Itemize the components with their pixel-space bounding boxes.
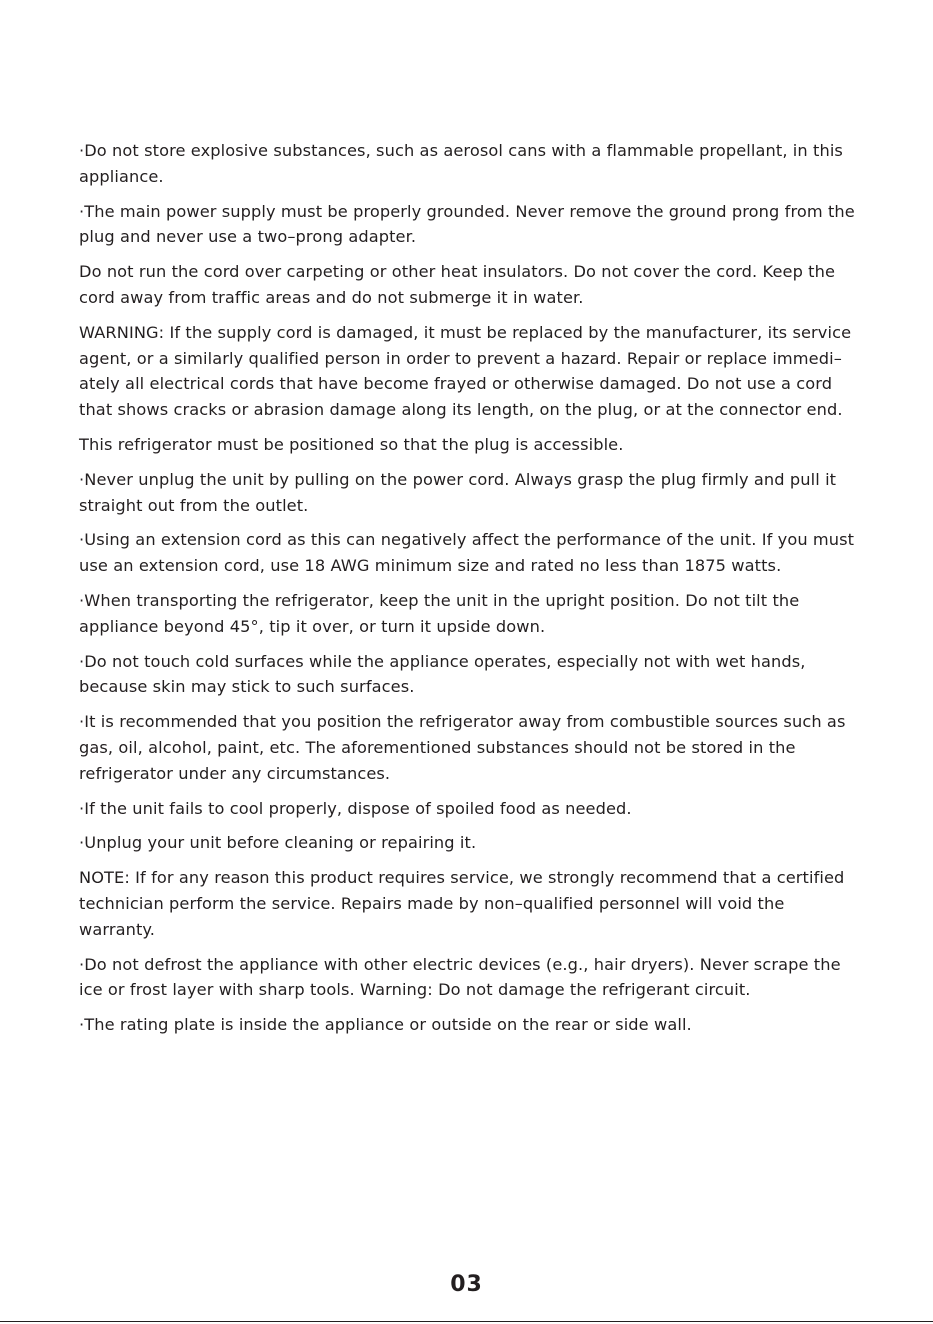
- paragraph-defrosting: ·Do not defrost the appliance with other electric devices (e.g., hair dryers). Never scrape the ice or frost layer with sharp tools. Warning: Do not damage the refrigerant circuit.: [79, 954, 841, 1000]
- paragraph-rating-plate: ·The rating plate is inside the appliance or outside on the rear or side wall.: [79, 1015, 692, 1035]
- paragraph-unplugging: ·Never unplug the unit by pulling on the power cord. Always grasp the plug firmly and pull it straight out from the outlet.: [79, 469, 837, 515]
- paragraph-damaged-cord-warning: WARNING: If the supply cord is damaged, it must be replaced by the manufacturer, its service agent, or a similarly qualified person in order to prevent a hazard. Repair or replace immedi– ately all electrical cords that have become frayed or otherwise damaged. Do not use a cord that shows cracks or abrasion damage along its length, on the plug, or at the connector end.: [79, 322, 852, 420]
- paragraph-extension-cord: ·Using an extension cord as this can negatively affect the performance of the unit. If you must use an extension cord, use 18 AWG minimum size and rated no less than 1875 watts.: [79, 530, 855, 576]
- paragraph-combustible-sources: ·It is recommended that you position the refrigerator away from combustible sources such as gas, oil, alcohol, paint, etc. The aforementioned substances should not be stored in the refrigerator under any circumstances.: [79, 712, 846, 783]
- paragraph-cooling-failure: ·If the unit fails to cool properly, dispose of spoiled food as needed.: [79, 798, 632, 818]
- safety-instructions: [79, 138, 859, 1047]
- paragraph-cold-surfaces: ·Do not touch cold surfaces while the appliance operates, especially not with wet hands, because skin may stick to such surfaces.: [79, 651, 806, 697]
- bottom-divider: [0, 1321, 933, 1322]
- paragraph-service-note: NOTE: If for any reason this product requires service, we strongly recommend that a certified technician perform the service. Repairs made by non–qualified personnel will void the warranty.: [79, 868, 845, 939]
- paragraph-transporting: ·When transporting the refrigerator, keep the unit in the upright position. Do not tilt the appliance beyond 45°, tip it over, or turn it upside down.: [79, 590, 800, 636]
- paragraph-plug-accessible: This refrigerator must be positioned so that the plug is accessible.: [79, 434, 624, 454]
- paragraph-cord-placement: Do not run the cord over carpeting or other heat insulators. Do not cover the cord. Keep the cord away from traffic areas and do not submerge it in water.: [79, 262, 836, 307]
- paragraph-grounding: ·The main power supply must be properly grounded. Never remove the ground prong from the plug and never use a two–prong adapter.: [79, 201, 855, 247]
- paragraph-unplug-before-cleaning: ·Unplug your unit before cleaning or repairing it.: [79, 833, 477, 853]
- page-number: 03: [450, 1272, 483, 1297]
- paragraph-explosive-substances: ·Do not store explosive substances, such as aerosol cans with a flammable propellant, in this appliance.: [79, 141, 843, 186]
